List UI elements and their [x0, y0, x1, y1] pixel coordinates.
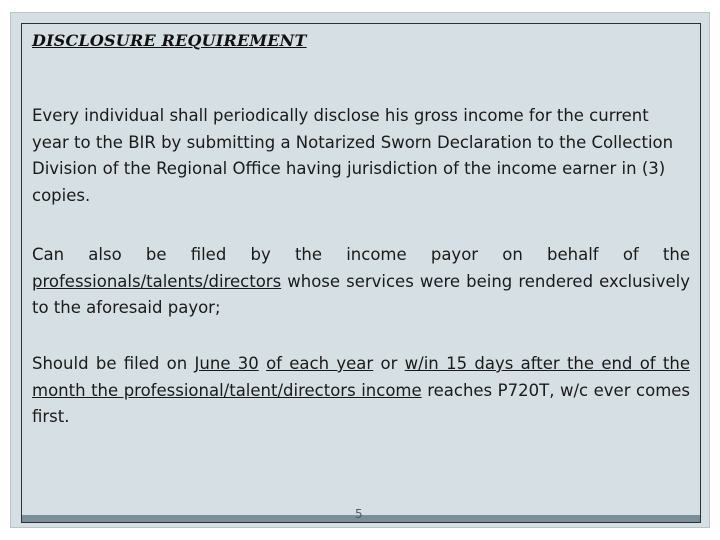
underlined-each-year: of each year	[266, 354, 374, 373]
deadline-text-1: Should be filed on	[32, 354, 195, 373]
deadline-text-2	[259, 354, 266, 373]
paragraph-disclosure: Every individual shall periodically disclose his gross income for the current year to the BIR by submitting a Notarized Sworn Declaration to the Collection Division of the Regional Office having jurisdiction of the income earner in (3) copies.	[32, 106, 674, 205]
slide-page-number: 5	[355, 507, 363, 521]
underlined-professionals: professionals/talents/directors	[32, 271, 282, 291]
paragraph-income-payor-text-1: Can also be filed by the income payor on behalf of the	[32, 245, 690, 264]
slide-heading: DISCLOSURE REQUIREMENT	[32, 31, 307, 50]
deadline-text-4: reaches P720T, w/c ever comes first.	[32, 380, 691, 426]
underlined-within-15-days: w/in 15 days after the end of the month the professional/talent/directors income	[32, 354, 690, 400]
underlined-june-30: June 30	[194, 354, 259, 373]
paragraph-income-payor	[32, 242, 690, 322]
slide-content-frame	[21, 23, 701, 523]
paragraph-income-payor-text-2: whose services were being rendered exclusively to the aforesaid payor;	[32, 271, 690, 317]
deadline-text-3: or	[373, 354, 405, 373]
paragraph-filing-deadline	[32, 351, 690, 431]
